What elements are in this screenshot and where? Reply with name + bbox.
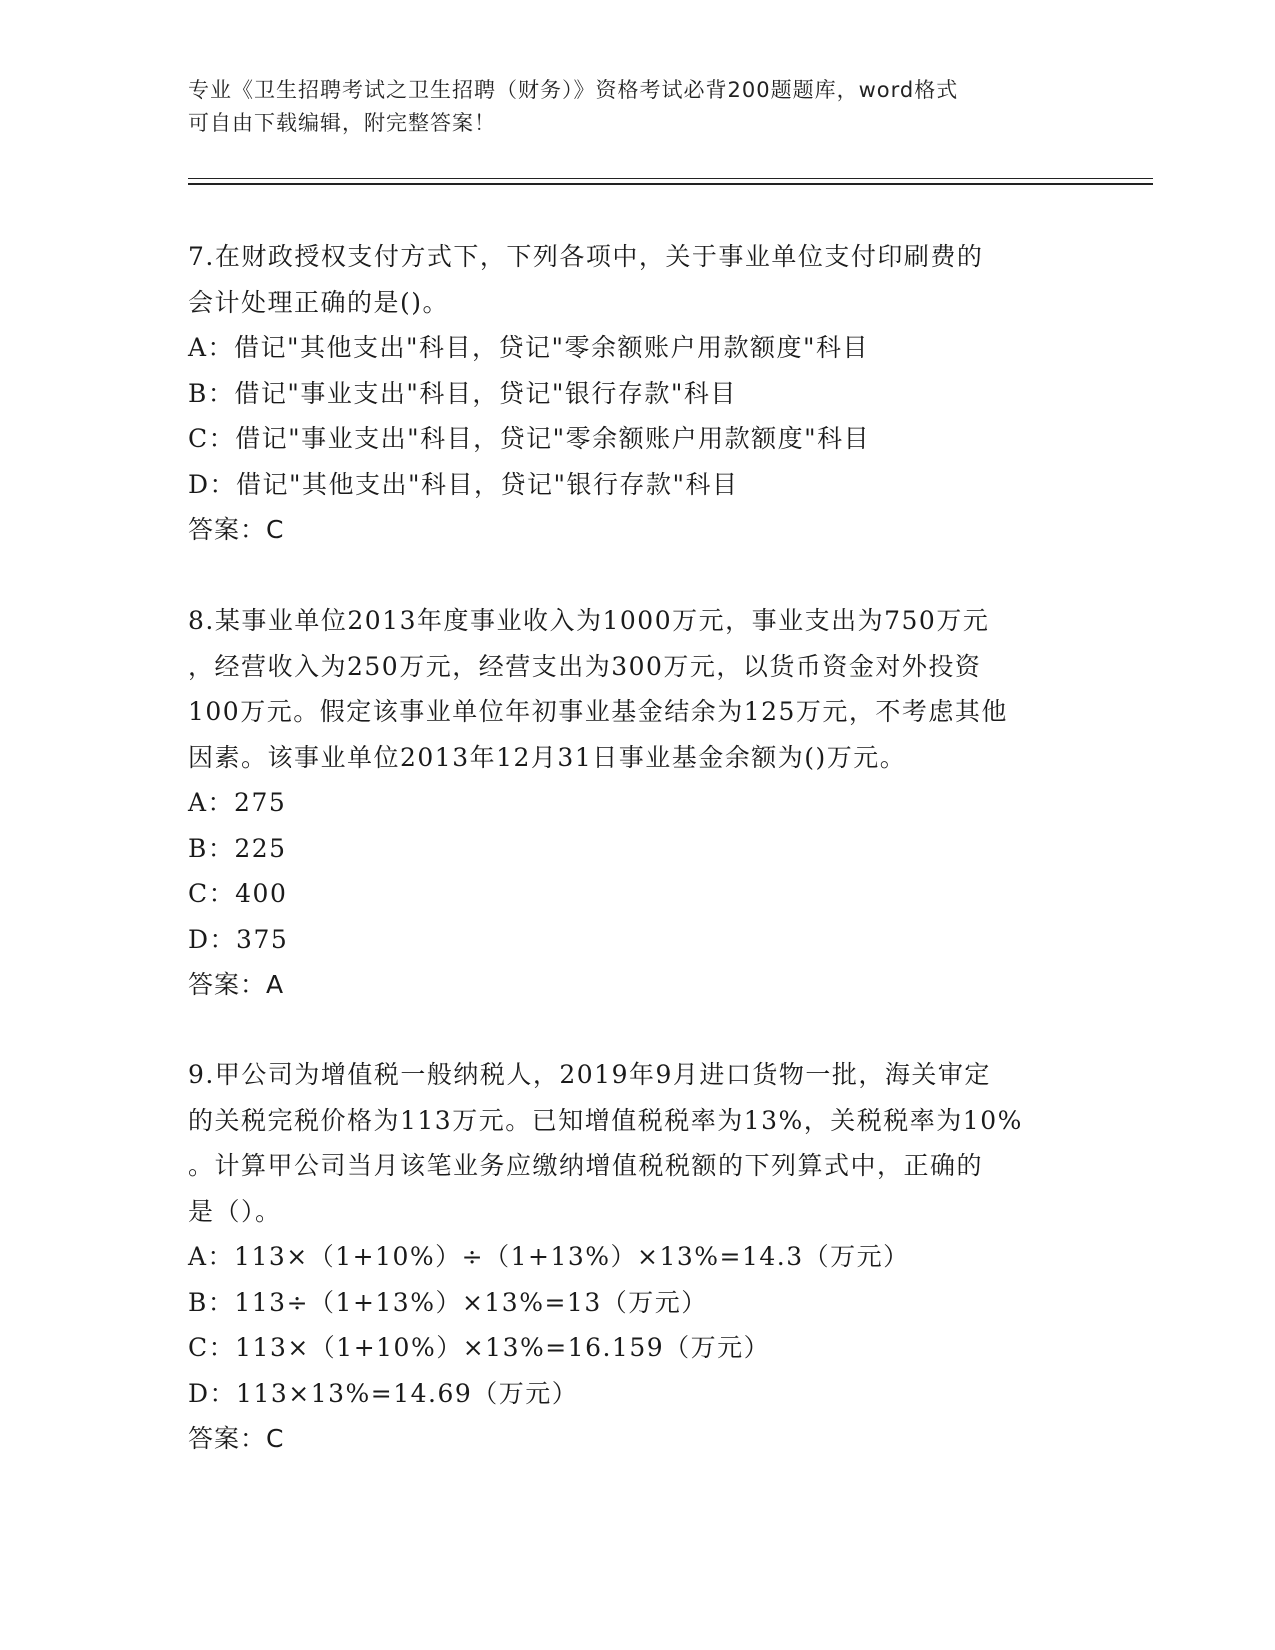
- question-stem-line: 100万元。假定该事业单位年初事业基金结余为125万元，不考虑其他: [188, 697, 1008, 726]
- option-b: B：借记"事业支出"科目，贷记"银行存款"科目: [188, 378, 737, 408]
- answer: 答案：C: [188, 515, 285, 544]
- option-d: D：113×13%=14.69（万元）: [188, 1378, 579, 1408]
- option-d: D：375: [188, 924, 289, 954]
- option-c: C：400: [188, 879, 288, 908]
- question-stem-line: 。计算甲公司当月该笔业务应缴纳增值税税额的下列算式中，正确的: [188, 1151, 984, 1180]
- question-9: [188, 1052, 1088, 1462]
- question-stem-line: 8.某事业单位2013年度事业收入为1000万元，事业支出为750万元: [188, 606, 990, 635]
- question-8: [188, 598, 1088, 1008]
- question-stem-line: 7.在财政授权支付方式下，下列各项中，关于事业单位支付印刷费的: [188, 242, 984, 271]
- option-c: C：113×（1+10%）×13%=16.159（万元）: [188, 1333, 771, 1362]
- header-divider-thick: [188, 183, 1153, 185]
- document-header: [188, 74, 1088, 140]
- answer: 答案：A: [188, 970, 285, 999]
- question-7: [188, 234, 1088, 553]
- header-line-2: 可自由下载编辑，附完整答案！: [188, 111, 496, 135]
- question-stem-line: 9.甲公司为增值税一般纳税人，2019年9月进口货物一批，海关审定: [188, 1060, 991, 1089]
- option-a: A：借记"其他支出"科目，贷记"零余额账户用款额度"科目: [188, 333, 870, 362]
- option-a: A：113×（1+10%）÷（1+13%）×13%=14.3（万元）: [188, 1242, 910, 1271]
- answer: 答案：C: [188, 1424, 285, 1453]
- question-stem-line: 因素。该事业单位2013年12月31日事业基金余额为()万元。: [188, 742, 907, 772]
- option-c: C：借记"事业支出"科目，贷记"零余额账户用款额度"科目: [188, 424, 871, 453]
- option-b: B：113÷（1+13%）×13%=13（万元）: [188, 1287, 708, 1317]
- question-stem-line: 是（）。: [188, 1196, 282, 1226]
- header-divider-thin: [188, 178, 1153, 179]
- option-d: D：借记"其他支出"科目，贷记"银行存款"科目: [188, 469, 739, 499]
- question-stem-line: 会计处理正确的是()。: [188, 287, 450, 317]
- question-stem-line: 的关税完税价格为113万元。已知增值税税率为13%，关税税率为10%: [188, 1105, 1023, 1135]
- option-a: A：275: [188, 788, 287, 817]
- question-stem-line: ，经营收入为250万元，经营支出为300万元，以货币资金对外投资: [188, 651, 982, 681]
- header-line-1: 专业《卫生招聘考试之卫生招聘（财务）》资格考试必背200题题库，word格式: [188, 78, 959, 102]
- option-b: B：225: [188, 833, 287, 863]
